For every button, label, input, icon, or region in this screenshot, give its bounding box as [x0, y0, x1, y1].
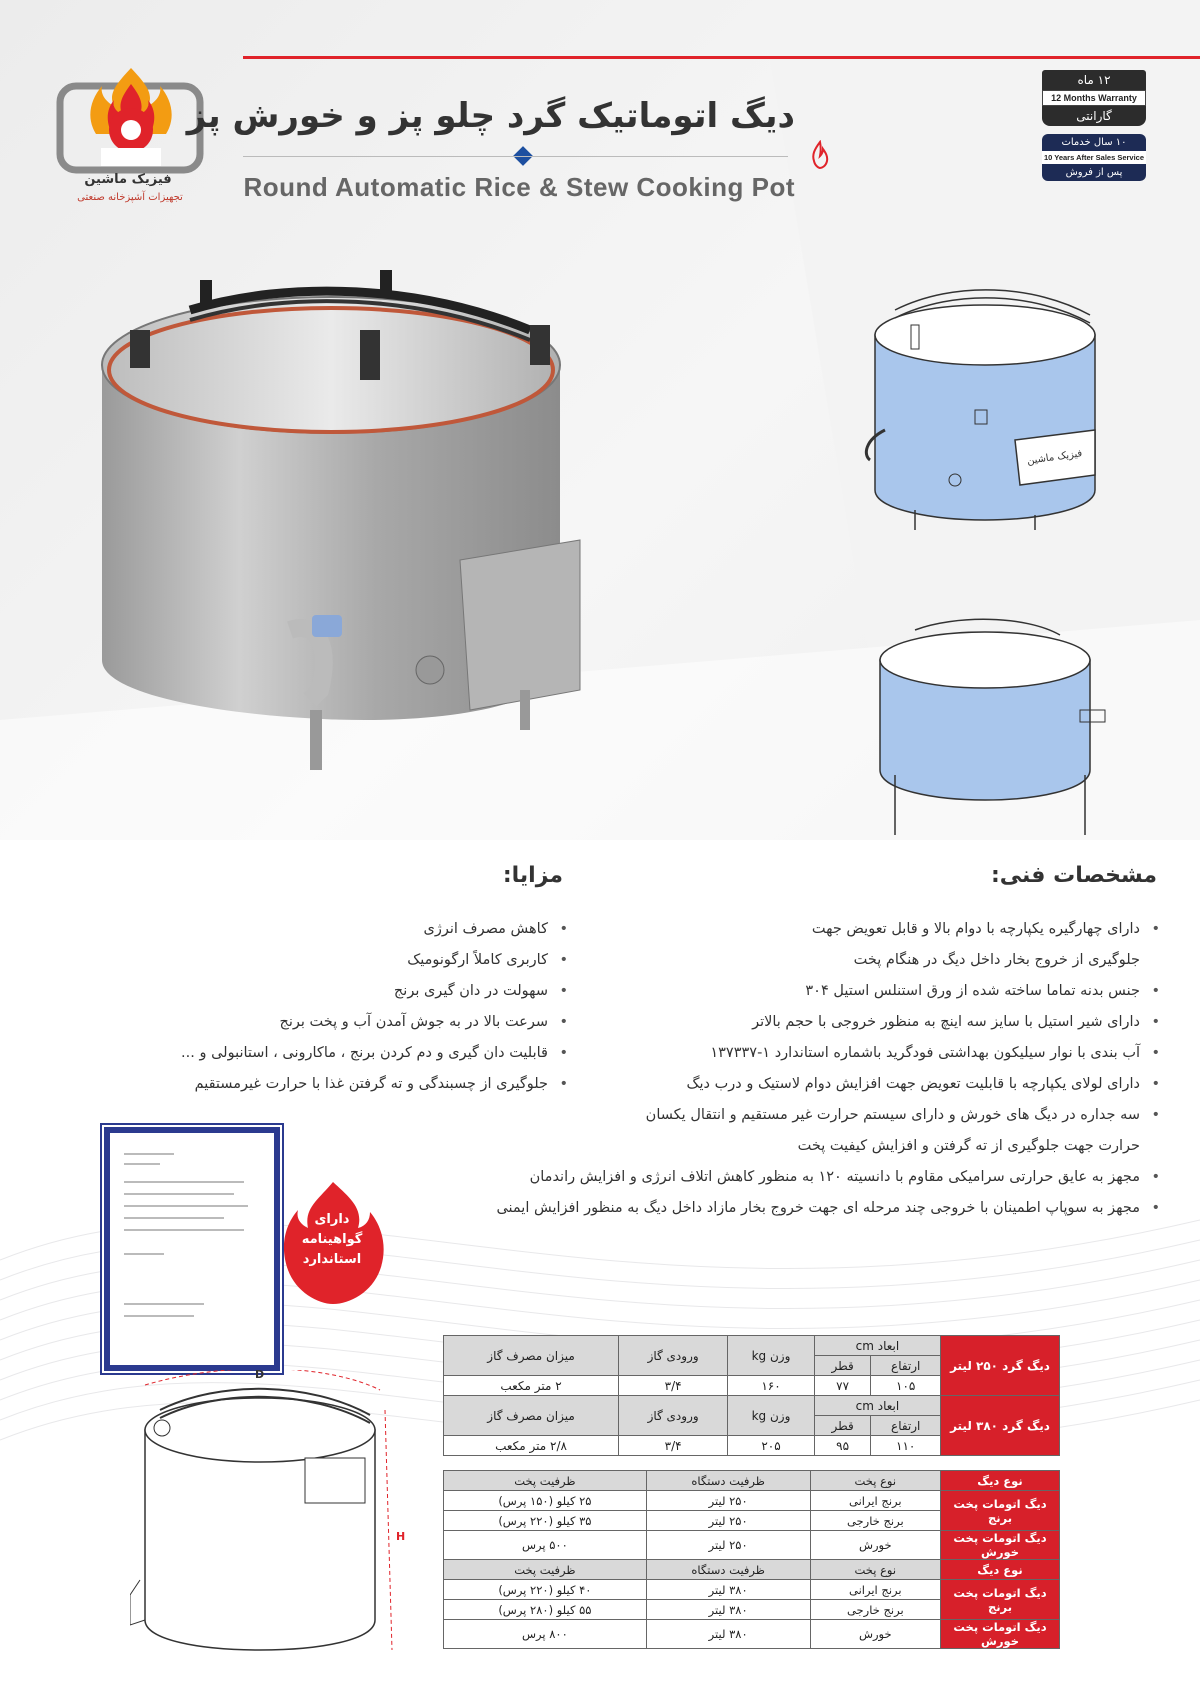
gas-usage-header: میزان مصرف گاز [444, 1396, 619, 1436]
table-cell: خورش [810, 1531, 940, 1560]
table-cell: ۱۶۰ [728, 1376, 815, 1396]
product-pot-image [90, 270, 650, 830]
diamond-icon [512, 145, 536, 169]
spec-item: جلوگیری از خروج بخار داخل دیگ در هنگام پخت [853, 952, 1140, 968]
drawing-front-view [855, 280, 1115, 540]
specs-heading: مشخصات فنی: [990, 863, 1157, 888]
rice-pot-label: دیگ اتومات پخت برنج [941, 1491, 1060, 1531]
table-cell: برنج ایرانی [810, 1491, 940, 1511]
rice-pot-label: دیگ اتومات پخت برنج [941, 1580, 1060, 1620]
spec-item: • دارای شیر استیل با سایز سه اینچ به منظور خروجی با حجم بالاتر [460, 1007, 1160, 1038]
diameter-header: قطر [814, 1416, 871, 1436]
advantage-item: • سهولت در دان گیری برنج [128, 976, 568, 1007]
model-cell-380: دیگ گرد ۳۸۰ لیتر [941, 1396, 1060, 1456]
table-cell: برنج ایرانی [810, 1580, 940, 1600]
capacity-header: ظرفیت دستگاه [646, 1560, 810, 1580]
dims-header: ابعاد cm [814, 1396, 940, 1416]
table-cell: ۹۵ [814, 1436, 871, 1456]
spec-item: حرارت جهت جلوگیری از ته گرفتن و افزایش کیفیت پخت [797, 1138, 1140, 1154]
warranty-en: 12 Months Warranty [1042, 90, 1146, 106]
table-cell: ۲۵۰ لیتر [646, 1531, 810, 1560]
diameter-header: قطر [814, 1356, 871, 1376]
table-cell: ۷۷ [814, 1376, 871, 1396]
weight-header: وزن kg [728, 1396, 815, 1436]
table-cell: ۳۸۰ لیتر [646, 1600, 810, 1620]
type-header: نوع دیگ [941, 1560, 1060, 1580]
service-en: 10 Years After Sales Service [1043, 153, 1145, 162]
type-header: نوع دیگ [941, 1471, 1060, 1491]
advantage-item: • کاهش مصرف انرژی [128, 914, 568, 945]
table-cell: ۳۸۰ لیتر [646, 1580, 810, 1600]
table-cell: ۸۰۰ پرس [444, 1620, 647, 1649]
badge-line-3: استاندارد [302, 1252, 362, 1267]
service-bottom: پس از فروش [1042, 164, 1146, 181]
spec-item: • دارای لولای یکپارچه با قابلیت تعویض جهت افزایش دوام لاستیک و درب دیگ [460, 1069, 1160, 1100]
brand-name: فیزیک ماشین [84, 172, 172, 187]
dimension-h-label: H [396, 1530, 406, 1543]
model-cell-250: دیگ گرد ۲۵۰ لیتر [941, 1336, 1060, 1396]
table-cell: ۴۰ کیلو (۲۲۰ پرس) [444, 1580, 647, 1600]
advantage-item: • سرعت بالا در به جوش آمدن آب و پخت برنج [128, 1007, 568, 1038]
capacity-header: ظرفیت دستگاه [646, 1471, 810, 1491]
table-cell: برنج خارجی [810, 1600, 940, 1620]
title-divider [243, 156, 788, 157]
spec-item: • آب بندی با نوار سیلیکون بهداشتی فودگرید باشماره استاندارد ۱-۱۳۷۳۳۷ [460, 1038, 1160, 1069]
page-title-en: Round Automatic Rice & Stew Cooking Pot [243, 172, 795, 202]
stew-pot-label: دیگ اتومات پخت خورش [941, 1531, 1060, 1560]
drawing-dimensions [130, 1370, 430, 1670]
brand-tagline: تجهیزات آشپزخانه صنعتی [77, 192, 183, 203]
table-cell: ۵۵ کیلو (۲۸۰ پرس) [444, 1600, 647, 1620]
brand-logo-icon [56, 64, 206, 174]
cook-header: نوع پخت [810, 1471, 940, 1491]
service-top: ۱۰ سال خدمات [1042, 134, 1146, 151]
gas-input-header: ورودی گاز [619, 1336, 728, 1376]
table-cell: ۳۸۰ لیتر [646, 1620, 810, 1649]
table-cell: ۱۱۰ [871, 1436, 941, 1456]
weight-header: وزن kg [728, 1336, 815, 1376]
table-cell: ۲۰۵ [728, 1436, 815, 1456]
table-cell: ۲/۸ متر مکعب [444, 1436, 619, 1456]
table-cell: ۲۵۰ لیتر [646, 1511, 810, 1531]
cook-header: نوع پخت [810, 1560, 940, 1580]
output-header: ظرفیت پخت [444, 1560, 647, 1580]
output-header: ظرفیت پخت [444, 1471, 647, 1491]
capacity-table [443, 1470, 1060, 1649]
advantage-item: • جلوگیری از چسبندگی و ته گرفتن غذا با حرارت غیرمستقیم [128, 1069, 568, 1100]
table-cell: خورش [810, 1620, 940, 1649]
gas-input-header: ورودی گاز [619, 1396, 728, 1436]
dimension-d-label: D [255, 1370, 265, 1381]
table-cell: ۵۰۰ پرس [444, 1531, 647, 1560]
table-cell: ۳۵ کیلو (۲۲۰ پرس) [444, 1511, 647, 1531]
table-cell: ۲۵ کیلو (۱۵۰ پرس) [444, 1491, 647, 1511]
certificate-badge-text [282, 1210, 382, 1270]
table-cell: ۲۵۰ لیتر [646, 1491, 810, 1511]
spec-item: • جنس بدنه تماما ساخته شده از ورق استنلس استیل ۳۰۴ [460, 976, 1160, 1007]
badge-line-2: گواهینامه [301, 1232, 363, 1247]
height-header: ارتفاع [871, 1356, 941, 1376]
spec-item: • مجهز به سوپاپ اطمینان با خروجی چند مرحله ای جهت خروج بخار مازاد داخل دیگ به منظور افزایش ایمنی [460, 1193, 1160, 1224]
badge-line-1: دارای [314, 1212, 350, 1227]
advantages-heading: مزایا: [502, 863, 563, 888]
stew-pot-label: دیگ اتومات پخت خورش [941, 1620, 1060, 1649]
table-cell: ۱۰۵ [871, 1376, 941, 1396]
drawing-side-view [855, 600, 1115, 840]
spec-item: • مجهز به عایق حرارتی سرامیکی مقاوم با دانسیته ۱۲۰ به منظور کاهش اتلاف انرژی و افزایش راندمان [460, 1162, 1160, 1193]
warranty-label: گارانتی [1042, 106, 1146, 126]
flame-icon [808, 140, 832, 170]
warranty-months: ۱۲ ماه [1042, 70, 1146, 90]
spec-item: • سه جداره در دیگ های خورش و دارای سیستم حرارت غیر مستقیم و انتقال یکسان [460, 1100, 1160, 1131]
table-cell: ۳/۴ [619, 1436, 728, 1456]
table-cell: ۲ متر مکعب [444, 1376, 619, 1396]
advantage-item: • کاربری کاملاً ارگونومیک [128, 945, 568, 976]
dims-header: ابعاد cm [814, 1336, 940, 1356]
spec-item: • دارای چهارگیره یکپارچه با دوام بالا و قابل تعویض جهت [460, 914, 1160, 945]
page-title-fa: دیگ اتوماتیک گرد چلو پز و خورش پز [186, 96, 795, 136]
height-header: ارتفاع [871, 1416, 941, 1436]
gas-usage-header: میزان مصرف گاز [444, 1336, 619, 1376]
warranty-badge [1042, 70, 1146, 181]
table-cell: برنج خارجی [810, 1511, 940, 1531]
header-red-line [243, 56, 1200, 59]
dimensions-table [443, 1335, 1060, 1456]
certificate-image [104, 1127, 280, 1371]
advantage-item: • قابلیت دان گیری و دم کردن برنج ، ماکارونی ، استانبولی و ... [128, 1038, 568, 1069]
table-cell: ۳/۴ [619, 1376, 728, 1396]
panel-brand-text: فیزیک ماشین [1026, 448, 1083, 467]
advantages-list [128, 914, 568, 1100]
